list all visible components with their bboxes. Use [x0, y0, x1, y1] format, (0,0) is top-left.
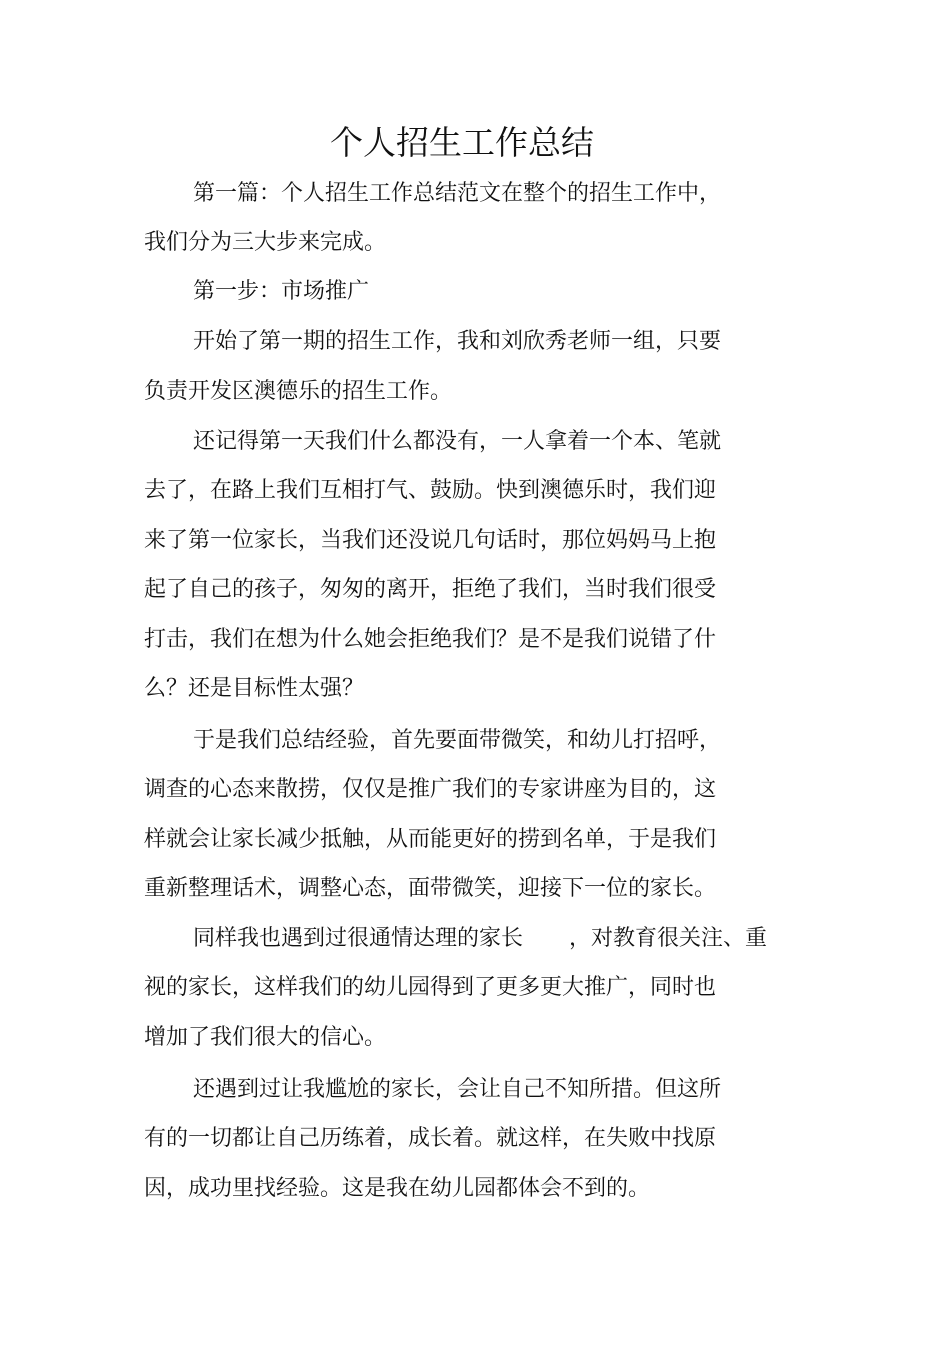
paragraph-line: 么？还是目标性太强？ — [144, 676, 365, 701]
paragraph-line: 我们分为三大步来完成。 — [144, 230, 387, 255]
paragraph-line: 增加了我们很大的信心。 — [144, 1025, 387, 1050]
paragraph-line: 有的一切都让自己历练着，成长着。就这样，在失败中找原 — [144, 1126, 717, 1151]
paragraph-line: 起了自己的孩子，匆匆的离开，拒绝了我们，当时我们很受 — [144, 577, 717, 602]
paragraph-line: 打击，我们在想为什么她会拒绝我们？是不是我们说错了什 — [144, 627, 717, 652]
paragraph-line: 还遇到过让我尴尬的家长，会让自己不知所措。但这所 — [193, 1077, 722, 1102]
paragraph-line-segment: ，对教育很关注、重 — [569, 926, 768, 951]
paragraph-line: 还记得第一天我们什么都没有，一人拿着一个本、笔就 — [193, 429, 722, 454]
paragraph-line: 负责开发区澳德乐的招生工作。 — [144, 379, 453, 404]
section-heading: 第一步：市场推广 — [193, 279, 370, 304]
paragraph-line: 调查的心态来散捞，仅仅是推广我们的专家讲座为目的，这 — [144, 777, 717, 802]
paragraph-line: 样就会让家长减少抵触，从而能更好的捞到名单，于是我们 — [144, 827, 717, 852]
paragraph-line: 于是我们总结经验，首先要面带微笑，和幼儿打招呼， — [193, 728, 722, 753]
paragraph-line: 去了，在路上我们互相打气、鼓励。快到澳德乐时，我们迎 — [144, 478, 717, 503]
paragraph-line: 来了第一位家长，当我们还没说几句话时，那位妈妈马上抱 — [144, 528, 717, 553]
document-title: 个人招生工作总结 — [330, 123, 594, 162]
paragraph-line: 第一篇：个人招生工作总结范文在整个的招生工作中， — [193, 181, 722, 206]
paragraph-line: 重新整理话术，调整心态，面带微笑，迎接下一位的家长。 — [144, 876, 717, 901]
paragraph-line — [193, 922, 767, 956]
paragraph-line: 因，成功里找经验。这是我在幼儿园都体会不到的。 — [144, 1176, 651, 1201]
paragraph-line: 开始了第一期的招生工作，我和刘欣秀老师一组，只要 — [193, 329, 722, 354]
paragraph-line: 视的家长，这样我们的幼儿园得到了更多更大推广，同时也 — [144, 975, 717, 1000]
paragraph-line-segment: 同样我也遇到过很通情达理的家长 — [193, 926, 524, 951]
